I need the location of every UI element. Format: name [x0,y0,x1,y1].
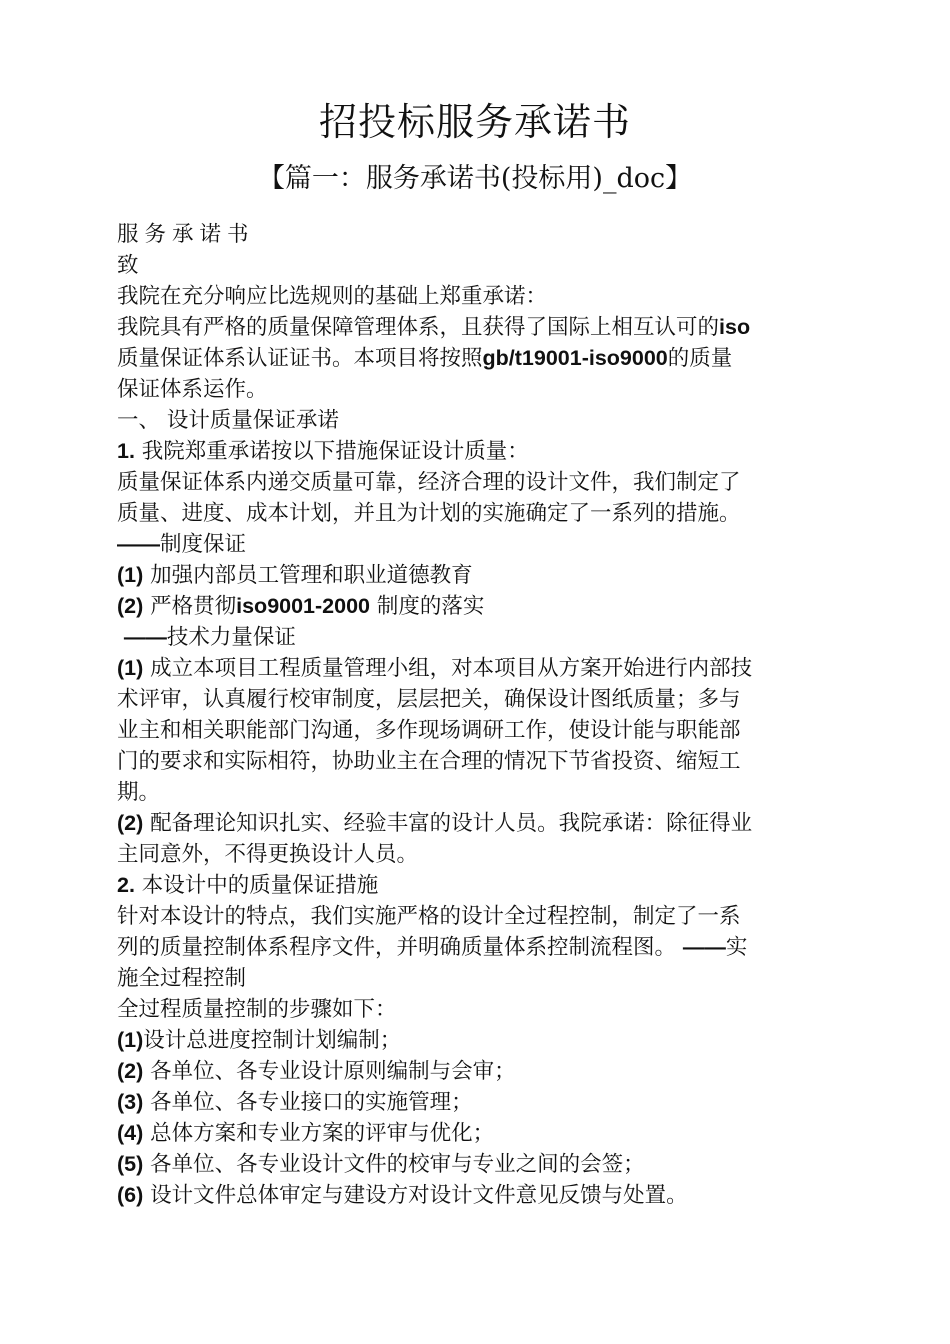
list-item: (2) 配备理论知识扎实、经验丰富的设计人员。我院承诺：除征得业 [117,811,753,836]
subsection-heading: ——制度保证 [117,532,247,557]
section-heading: 一、 设计质量保证承诺 [117,408,339,433]
document-body [117,219,837,1211]
paragraph-line: 期。 [117,780,161,805]
list-item: (6) 设计文件总体审定与建设方对设计文件意见反馈与处置。 [117,1183,688,1208]
paragraph-line: 服务承诺书 [117,222,255,247]
numbered-heading: 2. 本设计中的质量保证措施 [117,873,379,898]
paragraph-line: 质量、进度、成本计划，并且为计划的实施确定了一系列的措施。 [117,501,741,526]
paragraph-line: 术评审，认真履行校审制度，层层把关，确保设计图纸质量；多与 [117,687,741,712]
paragraph-line: 质量保证体系内递交质量可靠，经济合理的设计文件，我们制定了 [117,470,741,495]
document-title: 招投标服务承诺书 [318,100,631,144]
paragraph-line: 针对本设计的特点，我们实施严格的设计全过程控制，制定了一系 [117,904,741,929]
paragraph-line: 门的要求和实际相符，协助业主在合理的情况下节省投资、缩短工 [117,749,741,774]
paragraph-line: 全过程质量控制的步骤如下： [117,997,397,1022]
list-item: (1) 成立本项目工程质量管理小组，对本项目从方案开始进行内部技 [117,656,753,681]
document-subtitle: 【篇一：服务承诺书(投标用)_doc】 [257,163,693,194]
list-item: (4) 总体方案和专业方案的评审与优化； [117,1121,495,1146]
paragraph-line: 我院在充分响应比选规则的基础上郑重承诺： [117,284,548,309]
paragraph-line: 施全过程控制 [117,966,247,991]
paragraph-line: 保证体系运作。 [117,377,268,402]
list-item: (1)设计总进度控制计划编制； [117,1028,402,1053]
list-item: (2) 严格贯彻iso9001-2000 制度的落实 [117,594,485,619]
paragraph-line: 质量保证体系认证证书。本项目将按照gb/t19001-iso9000的质量 [117,346,733,371]
list-item: (3) 各单位、各专业接口的实施管理； [117,1090,473,1115]
list-item: (1) 加强内部员工管理和职业道德教育 [117,563,473,588]
paragraph-line: 列的质量控制体系程序文件，并明确质量体系控制流程图。 ——实 [117,935,748,960]
list-item: (2) 各单位、各专业设计原则编制与会审； [117,1059,516,1084]
paragraph-line: 主同意外，不得更换设计人员。 [117,842,419,867]
list-item: (5) 各单位、各专业设计文件的校审与专业之间的会签； [117,1152,645,1177]
paragraph-line: 致 [117,253,139,278]
paragraph-line: 我院具有严格的质量保障管理体系，且获得了国际上相互认可的iso [117,315,751,340]
subsection-heading: ——技术力量保证 [123,625,296,650]
numbered-heading: 1. 我院郑重承诺按以下措施保证设计质量： [117,439,529,464]
paragraph-line: 业主和相关职能部门沟通，多作现场调研工作，使设计能与职能部 [117,718,741,743]
